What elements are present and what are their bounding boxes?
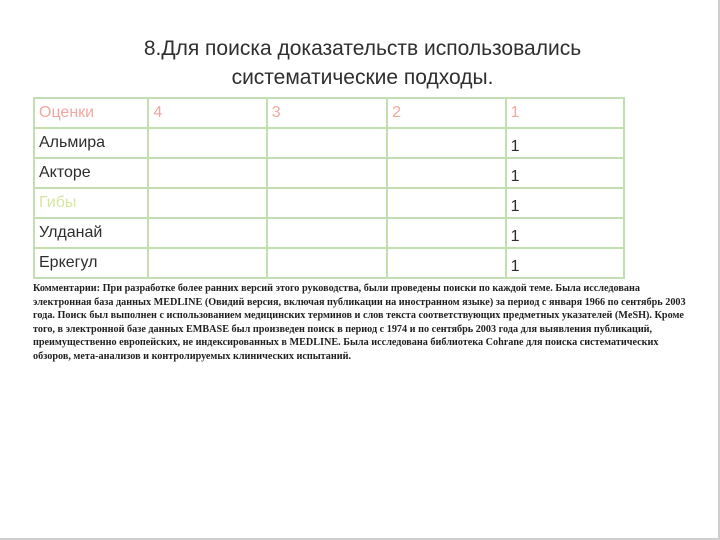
row-cell-4 [148, 248, 266, 278]
row-name: Улданай [34, 218, 148, 248]
row-cell-4 [148, 188, 266, 218]
slide-title-line-1: 8.Для поиска доказательств использовались [143, 37, 582, 60]
header-score-4-text: 4 [153, 104, 163, 121]
row-score: 1 [510, 258, 520, 275]
header-score-3-text: 3 [271, 104, 281, 121]
row-cell-1 [506, 188, 624, 218]
row-cell-2 [387, 128, 505, 158]
row-score: 1 [510, 168, 520, 185]
comment-text: Комментарии: При разработке более ранних версий этого руководства, были проведены поиски по каждой теме. Была исследована электронная база данных MEDLINE (Овидий версия, включая публикации на иностранном языке) за период с января 1966 по сентябрь 2003 года. Поиск был выполнен с использованием медицинских терминов и слов текста соответствующих предметных указателей (MeSH). Кроме того, в электронной базе данных EMBASE был произведен поиск в период с 1974 и по сентябрь 2003 года для выявления публикаций, преимущественно европейских, не индексированных в MEDLINE. Была исследована библиотека Cohrane для поиска систематических обзоров, мета-анализов и контролируемых клинических испытаний. [33, 283, 686, 362]
header-score-1-text: 1 [510, 104, 520, 121]
header-label: Оценки [34, 98, 148, 128]
row-cell-1 [506, 128, 624, 158]
row-cell-3 [267, 188, 387, 218]
scores-table [33, 97, 625, 279]
row-score: 1 [510, 228, 520, 245]
row-cell-2 [387, 218, 505, 248]
row-cell-1 [506, 158, 624, 188]
table-header-row [34, 98, 624, 128]
row-cell-1 [506, 218, 624, 248]
header-score-3 [267, 98, 387, 128]
row-cell-1 [506, 248, 624, 278]
row-cell-3 [267, 248, 387, 278]
header-score-2 [387, 98, 505, 128]
row-cell-2 [387, 158, 505, 188]
row-cell-2 [387, 248, 505, 278]
header-score-1 [506, 98, 624, 128]
row-score: 1 [510, 198, 520, 215]
slide-title-line-2: систематические подходы. [231, 66, 494, 89]
row-name: Альмира [34, 128, 148, 158]
row-cell-4 [148, 158, 266, 188]
table-row [34, 128, 624, 158]
slide-title [100, 34, 625, 92]
row-score: 1 [510, 138, 520, 155]
row-name: Еркегул [34, 248, 148, 278]
table-row [34, 158, 624, 188]
table-row [34, 248, 624, 278]
row-cell-4 [148, 218, 266, 248]
header-score-4 [148, 98, 266, 128]
row-name: Акторе [34, 158, 148, 188]
row-cell-2 [387, 188, 505, 218]
row-cell-3 [267, 218, 387, 248]
table-row [34, 188, 624, 218]
row-cell-3 [267, 158, 387, 188]
row-cell-3 [267, 128, 387, 158]
table-row [34, 218, 624, 248]
row-cell-4 [148, 128, 266, 158]
row-name: Гибы [34, 188, 148, 218]
header-score-2-text: 2 [392, 104, 402, 121]
